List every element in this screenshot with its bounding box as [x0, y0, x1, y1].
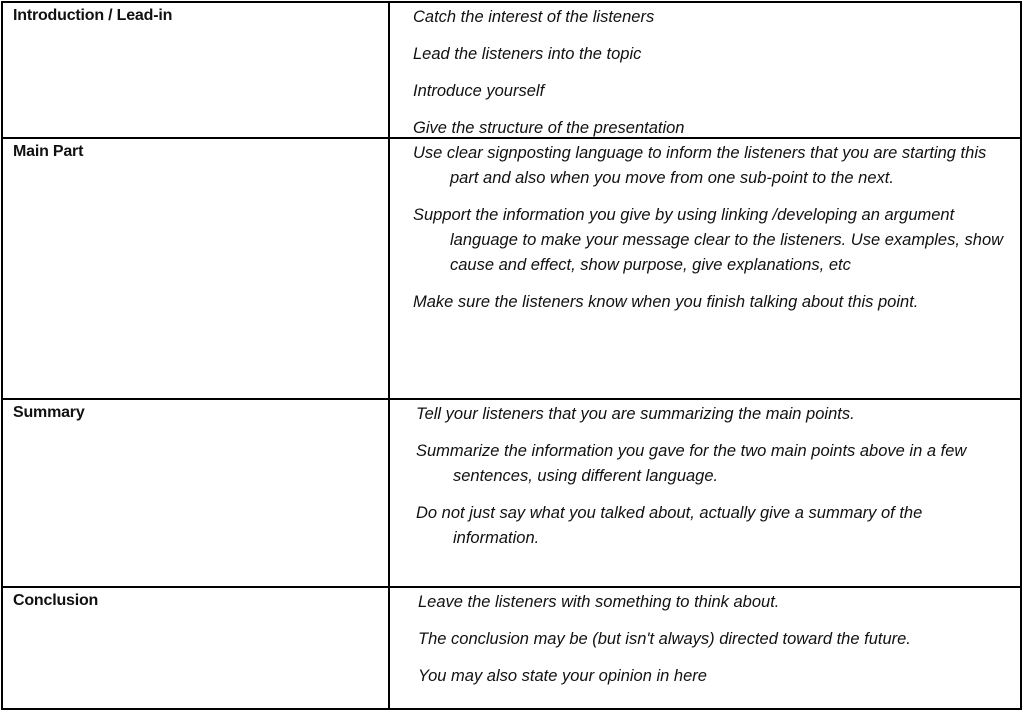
- table-row-main-part: [3, 137, 1020, 400]
- list-item: You may also state your opinion in here: [418, 667, 707, 685]
- table-row-introduction: [3, 3, 1020, 139]
- list-item: Leave the listeners with something to think about.: [418, 593, 780, 611]
- column-divider: [388, 3, 390, 139]
- list-item: Do not just say what you talked about, actually give a summary of the information.: [416, 504, 923, 547]
- presentation-structure-table: [1, 1, 1022, 710]
- list-item: Give the structure of the presentation: [413, 119, 685, 137]
- list-item: Make sure the listeners know when you finish talking about this point.: [413, 293, 919, 311]
- list-item: Tell your listeners that you are summarizing the main points.: [416, 405, 855, 423]
- section-label-summary: Summary: [13, 404, 85, 421]
- section-label-introduction: Introduction / Lead-in: [13, 7, 173, 24]
- column-divider: [388, 588, 390, 710]
- table-row-summary: [3, 398, 1020, 588]
- section-content-conclusion: [418, 590, 1008, 701]
- section-label-main-part: Main Part: [13, 143, 84, 160]
- list-item: Use clear signposting language to inform the listeners that you are starting this part and also when you move from one sub-point to the next.: [413, 144, 987, 187]
- list-item: Introduce yourself: [413, 82, 545, 100]
- table-row-conclusion: [3, 586, 1020, 710]
- list-item: Lead the listeners into the topic: [413, 45, 642, 63]
- list-item: Catch the interest of the listeners: [413, 8, 655, 26]
- column-divider: [388, 139, 390, 400]
- section-content-main-part: [413, 141, 1008, 327]
- column-divider: [388, 400, 390, 588]
- list-item: Summarize the information you gave for the two main points above in a few sentences, using different language.: [416, 442, 967, 485]
- list-item: The conclusion may be (but isn't always) directed toward the future.: [418, 630, 911, 648]
- section-content-introduction: [413, 5, 1008, 153]
- section-content-summary: [416, 402, 1008, 563]
- list-item: Support the information you give by using linking /developing an argument language to make your message clear to the listeners. Use examples, show cause and effect, show purpose, give explanations, etc: [413, 206, 1004, 274]
- section-label-conclusion: Conclusion: [13, 592, 99, 609]
